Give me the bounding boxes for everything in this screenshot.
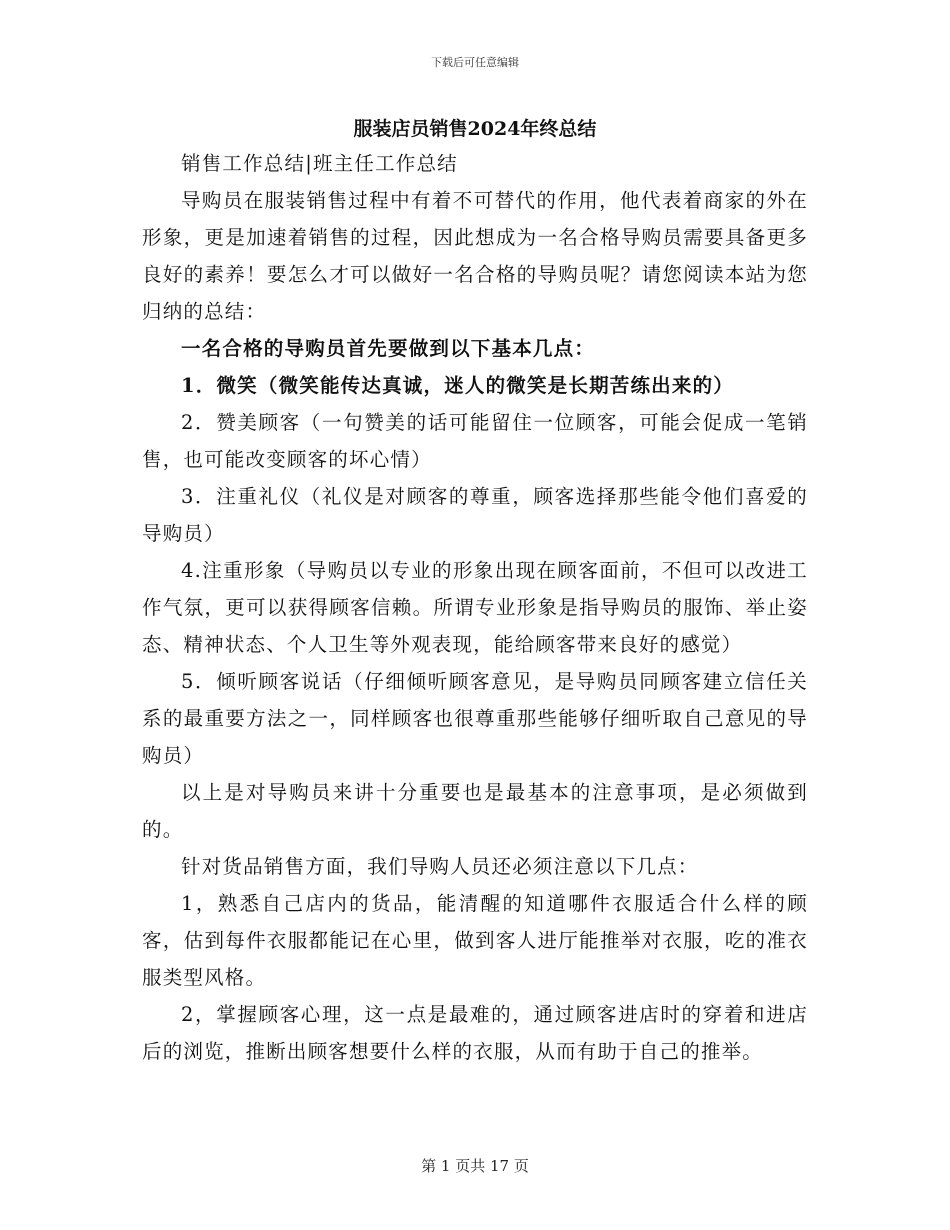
paragraph-sales-point-1: 1，熟悉自己店内的货品，能清醒的知道哪件衣服适合什么样的顾客，估到每件衣服都能记在心里，做到客人进厅能推举对衣服，吃的准衣服类型风格。 — [142, 892, 808, 989]
paragraph-sales-intro: 针对货品销售方面，我们导购人员还必须注意以下几点： — [181, 855, 699, 878]
paragraph-point-image: 4.注重形象（导购员以专业的形象出现在顾客面前，不但可以改进工作气氛，更可以获得顾客信赖。所谓专业形象是指导购员的服饰、举止姿态、精神状态、个人卫生等外观表现，能给顾客带来良好的感觉） — [142, 559, 808, 656]
page-header: 下载后可任意编辑 — [431, 56, 519, 69]
paragraph-point-praise: 2．赞美顾客（一句赞美的话可能留住一位顾客，可能会促成一笔销售，也可能改变顾客的坏心情） — [142, 411, 808, 471]
paragraph-point-etiquette: 3．注重礼仪（礼仪是对顾客的尊重，顾客选择那些能令他们喜爱的导购员） — [142, 485, 808, 545]
paragraph-point-listen: 5．倾听顾客说话（仔细倾听顾客意见，是导购员同顾客建立信任关系的最重要方法之一，同样顾客也很尊重那些能够仔细听取自己意见的导购员） — [142, 670, 808, 767]
paragraph-category: 销售工作总结|班主任工作总结 — [181, 152, 458, 175]
paragraph-heading-basics: 一名合格的导购员首先要做到以下基本几点： — [181, 337, 596, 360]
paragraph-summary: 以上是对导购员来讲十分重要也是最基本的注意事项，是必须做到的。 — [142, 781, 808, 841]
paragraph-intro: 导购员在服装销售过程中有着不可替代的作用，他代表着商家的外在形象，更是加速着销售的过程，因此想成为一名合格导购员需要具备更多良好的素养！要怎么才可以做好一名合格的导购员呢？请您阅读本站为您归纳的总结： — [142, 189, 808, 323]
paragraph-point-smile: 1．微笑（微笑能传达真诚，迷人的微笑是长期苦练出来的） — [181, 374, 734, 397]
document-title: 服装店员销售2024年终总结 — [353, 118, 597, 140]
page-footer: 第 1 页共 17 页 — [421, 1157, 529, 1175]
paragraph-sales-point-2: 2，掌握顾客心理，这一点是最难的，通过顾客进店时的穿着和进店后的浏览，推断出顾客想要什么样的衣服，从而有助于自己的推举。 — [142, 1003, 808, 1063]
document-body — [142, 145, 808, 1070]
